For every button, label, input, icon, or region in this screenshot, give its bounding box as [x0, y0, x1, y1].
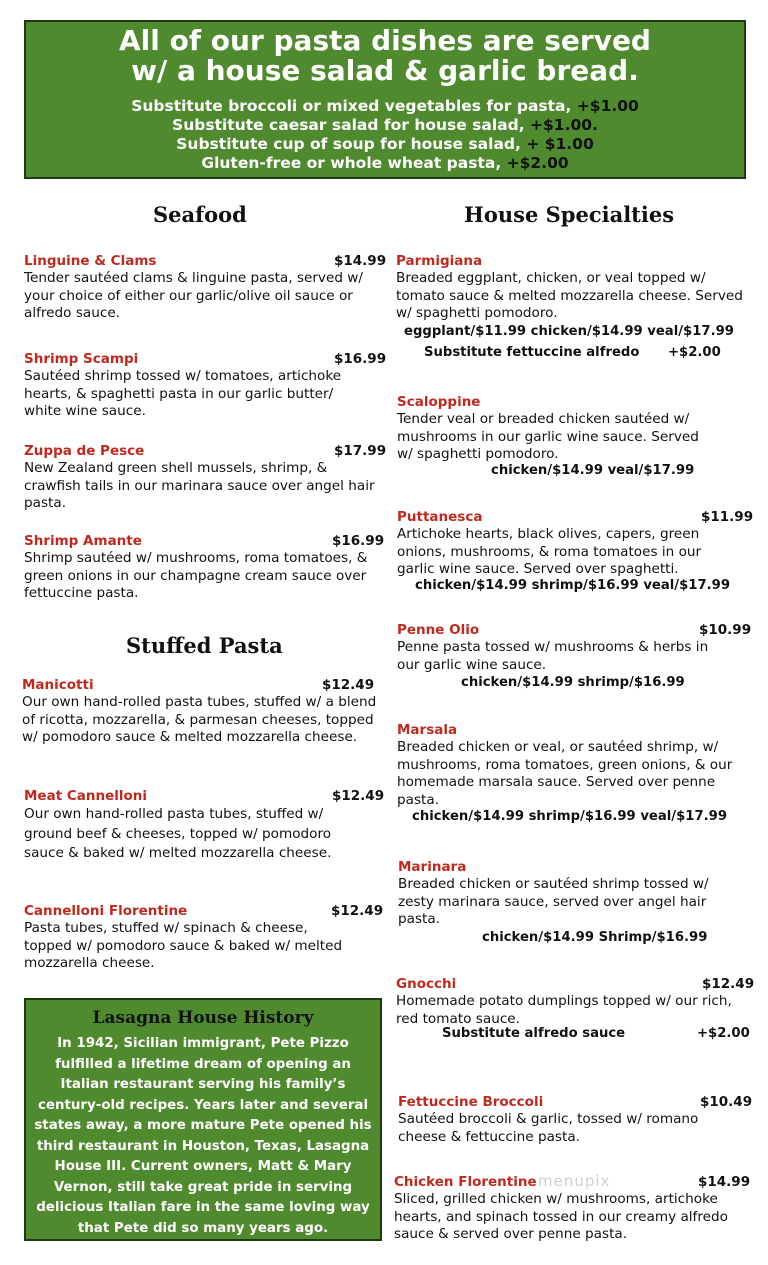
item-options: eggplant/$11.99 chicken/$14.99 veal/$17.99	[404, 324, 734, 339]
item-name: Scaloppine	[397, 394, 481, 410]
item-name: Linguine & Clams	[24, 253, 157, 269]
item-name: Marinara	[398, 859, 467, 875]
item-description: Shrimp sautéed w/ mushrooms, roma tomatoes, & green onions in our champagne cream sauce over fettuccine pasta.	[24, 550, 368, 602]
history-text: In 1942, Sicilian immigrant, Pete Pizzo fulfilled a lifetime dream of opening an Italian restaurant serving his family’s century-old recipes. Years later and several states away, a more mature Pete opened his third restaurant in Houston, Texas, Lasagna House III. Current owners, Matt & Mary Vernon, still take great pride in serving delicious Italian fare in the same loving way that Pete did so many years ago.	[34, 1036, 372, 1236]
history-title: Lasagna House History	[92, 1008, 314, 1028]
item-description: Our own hand-rolled pasta tubes, stuffed w/ a blend of ricotta, mozzarella, & parmesan cheeses, topped w/ pomodoro sauce & melted mozzarella cheese.	[22, 694, 377, 746]
item-price: $16.99	[334, 351, 387, 367]
substitution-line: Substitute caesar salad for house salad, +$1.00.	[172, 116, 598, 134]
item-description: Sliced, grilled chicken w/ mushrooms, artichoke hearts, and spinach tossed in our creamy alfredo sauce & served over penne pasta.	[394, 1191, 728, 1243]
item-price: $12.49	[332, 788, 385, 804]
item-price: $14.99	[334, 253, 387, 269]
item-description: Pasta tubes, stuffed w/ spinach & cheese, topped w/ pomodoro sauce & baked w/ melted mozzarella cheese.	[24, 920, 343, 972]
item-price: $16.99	[332, 533, 385, 549]
substitution-line: Gluten-free or whole wheat pasta, +$2.00	[201, 154, 569, 172]
item-name: Zuppa de Pesce	[24, 443, 145, 459]
item-price: $17.99	[334, 443, 387, 459]
substitution-option: Substitute alfredo sauce	[442, 1026, 626, 1041]
item-description: Sautéed broccoli & garlic, tossed w/ romano cheese & fettuccine pasta.	[398, 1111, 699, 1145]
item-price: $11.99	[701, 509, 754, 525]
item-name: Meat Cannelloni	[24, 788, 148, 804]
substitution-line: Substitute cup of soup for house salad, + $1.00	[176, 135, 594, 153]
item-description: Breaded chicken or veal, or sautéed shrimp, w/ mushrooms, roma tomatoes, green onions, & our homemade marsala sauce. Served over penne pasta.	[397, 739, 733, 808]
item-name: Penne Olio	[397, 622, 480, 638]
item-description: Penne pasta tossed w/ mushrooms & herbs in our garlic wine sauce.	[397, 639, 709, 673]
section-heading-seafood: Seafood	[153, 202, 247, 227]
item-price: $10.49	[700, 1094, 753, 1110]
item-options: chicken/$14.99 shrimp/$16.99	[461, 675, 685, 690]
pasta-info-banner	[24, 20, 746, 179]
item-name: Cannelloni Florentine	[24, 903, 188, 919]
item-price: $12.49	[702, 976, 755, 992]
item-name: Shrimp Amante	[24, 533, 142, 549]
item-options: chicken/$14.99 veal/$17.99	[491, 463, 695, 478]
item-options: chicken/$14.99 Shrimp/$16.99	[482, 930, 708, 945]
item-name: Manicotti	[22, 677, 94, 693]
item-name: Parmigiana	[396, 253, 483, 269]
item-price: $12.49	[331, 903, 384, 919]
item-description: New Zealand green shell mussels, shrimp, & crawfish tails in our marinara sauce over angel hair pasta.	[24, 460, 375, 512]
item-name: Marsala	[397, 722, 458, 738]
item-description: Our own hand-rolled pasta tubes, stuffed w/ ground beef & cheeses, topped w/ pomodoro sauce & baked w/ melted mozzarella cheese.	[24, 806, 332, 861]
item-description: Tender veal or breaded chicken sautéed w/ mushrooms in our garlic wine sauce. Served w/ spaghetti pomodoro.	[397, 411, 699, 463]
item-options: chicken/$14.99 shrimp/$16.99 veal/$17.99	[412, 809, 727, 824]
item-description: Homemade potato dumplings topped w/ our rich, red tomato sauce.	[396, 993, 732, 1027]
item-name: Fettuccine Broccoli	[398, 1094, 544, 1110]
item-price: $14.99	[698, 1174, 751, 1190]
banner-headline-2: w/ a house salad & garlic bread.	[131, 54, 639, 87]
item-options: chicken/$14.99 shrimp/$16.99 veal/$17.99	[415, 578, 730, 593]
substitution-line: Substitute broccoli or mixed vegetables for pasta, +$1.00	[131, 97, 639, 115]
item-price: $10.99	[699, 622, 752, 638]
section-heading-stuffed-pasta: Stuffed Pasta	[126, 633, 283, 658]
banner-headline-1: All of our pasta dishes are served	[119, 24, 651, 57]
substitution-option: Substitute fettuccine alfredo	[424, 345, 640, 360]
restaurant-history-box	[24, 998, 382, 1241]
item-description: Artichoke hearts, black olives, capers, green onions, mushrooms, & roma tomatoes in our garlic wine sauce. Served over spaghetti.	[397, 526, 702, 578]
section-heading-house-specialties: House Specialties	[464, 202, 675, 227]
item-name: Puttanesca	[397, 509, 483, 525]
item-description: Breaded eggplant, chicken, or veal topped w/ tomato sauce & melted mozzarella cheese. Served w/ spaghetti pomodoro.	[396, 270, 743, 322]
substitution-price: +$2.00	[668, 345, 721, 360]
substitution-price: +$2.00	[697, 1026, 750, 1041]
item-description: Tender sautéed clams & linguine pasta, served w/ your choice of either our garlic/olive oil sauce or alfredo sauce.	[24, 270, 363, 322]
item-description: Breaded chicken or sautéed shrimp tossed w/ zesty marinara sauce, served over angel hair pasta.	[398, 876, 709, 928]
item-price: $12.49	[322, 677, 375, 693]
item-name: Shrimp Scampi	[24, 351, 139, 367]
item-name: Gnocchi	[396, 976, 457, 992]
item-description: Sautéed shrimp tossed w/ tomatoes, artichoke hearts, & spaghetti pasta in our garlic butter/ white wine sauce.	[24, 368, 342, 420]
item-name: Chicken Florentine	[394, 1174, 537, 1190]
watermark-text: menupix	[538, 1172, 611, 1190]
